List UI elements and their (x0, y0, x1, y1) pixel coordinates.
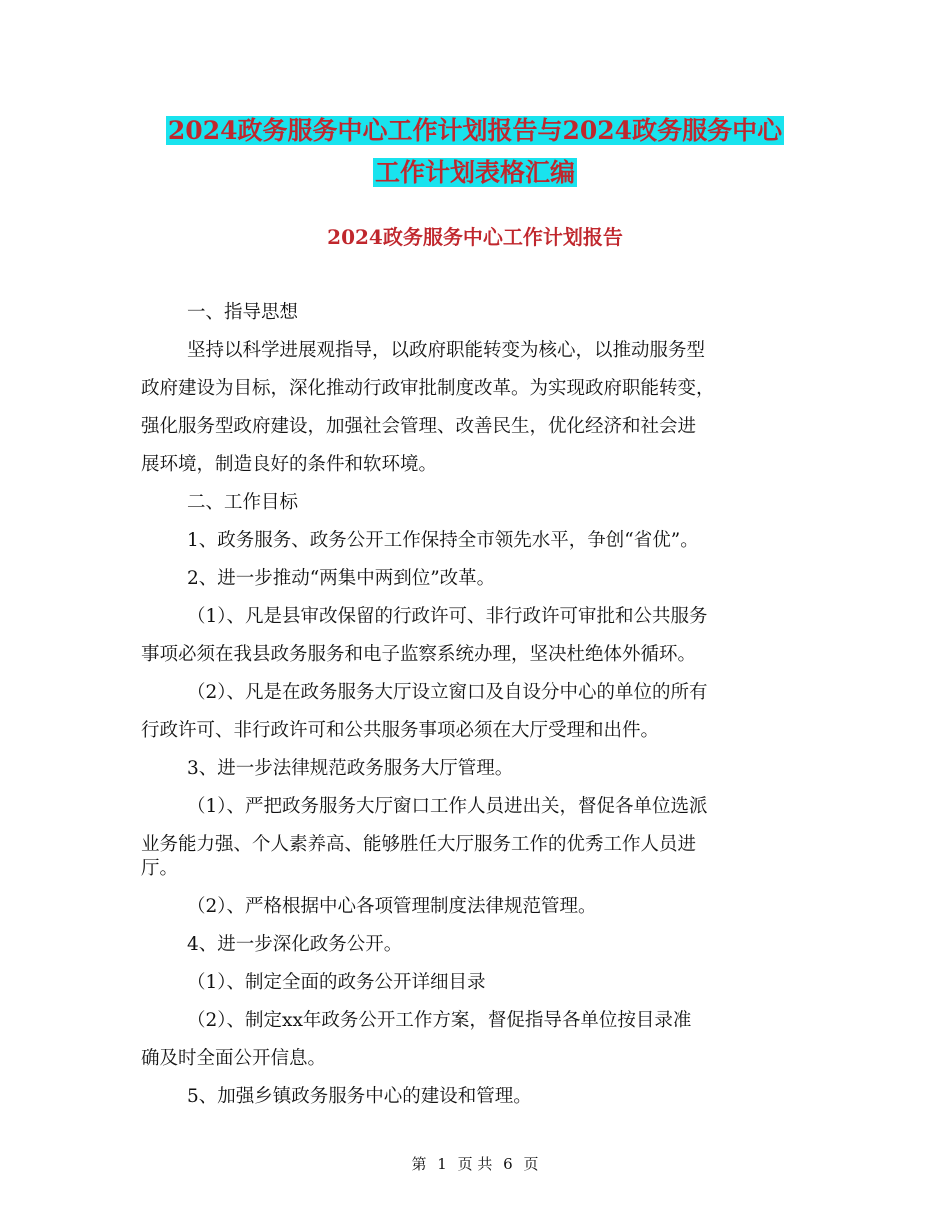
sub-list-item: （1）、凡是县审改保留的行政许可、非行政许可审批和公共服务 (187, 606, 708, 627)
paragraph-line: 业务能力强、个人素养高、能够胜任大厅服务工作的优秀工作人员进 (141, 834, 697, 855)
document-title-line-2 (0, 154, 950, 192)
section-title: 2024政务服务中心工作计划报告 (327, 225, 623, 249)
heading-guiding-thought: 一、指导思想 (187, 302, 299, 323)
title-highlight-1: 2024政务服务中心工作计划报告与2024政务服务中心 (167, 116, 783, 145)
list-item: 5、加强乡镇政务服务中心的建设和管理。 (187, 1086, 532, 1107)
paragraph-line: 行政许可、非行政许可和公共服务事项必须在大厅受理和出件。 (141, 720, 660, 741)
heading-work-goals: 二、工作目标 (187, 492, 299, 513)
current-page-number: 1 (437, 1155, 447, 1173)
list-item: 3、进一步法律规范政务服务大厅管理。 (187, 758, 514, 779)
list-item: 2、进一步推动“两集中两到位”改革。 (187, 568, 496, 589)
footer-middle: 页 共 (457, 1155, 493, 1173)
paragraph-line: 确及时全面公开信息。 (141, 1048, 327, 1069)
paragraph-line: 坚持以科学进展观指导，以政府职能转变为核心，以推动服务型 (187, 340, 706, 361)
paragraph-line: 强化服务型政府建设，加强社会管理、改善民生，优化经济和社会进 (141, 416, 697, 437)
title-highlight-2: 工作计划表格汇编 (374, 158, 575, 187)
paragraph-line: 展环境，制造良好的条件和软环境。 (141, 454, 438, 475)
list-item: 4、进一步深化政务公开。 (187, 934, 403, 955)
list-item: 1、政务服务、政务公开工作保持全市领先水平，争创“省优”。 (187, 530, 699, 551)
sub-list-item: （1）、制定全面的政务公开详细目录 (187, 972, 486, 993)
paragraph-line: 厅。 (141, 858, 179, 879)
page-footer (0, 1153, 950, 1175)
sub-list-item: （2）、制定xx年政务公开工作方案，督促指导各单位按目录准 (187, 1010, 692, 1031)
footer-suffix: 页 (523, 1155, 539, 1173)
paragraph-line: 政府建设为目标，深化推动行政审批制度改革。为实现政府职能转变， (141, 378, 715, 399)
sub-list-item: （2）、严格根据中心各项管理制度法律规范管理。 (187, 896, 597, 917)
paragraph-line: 事项必须在我县政务服务和电子监察系统办理，坚决杜绝体外循环。 (141, 644, 697, 665)
sub-list-item: （1）、严把政务服务大厅窗口工作人员进出关，督促各单位选派 (187, 796, 708, 817)
total-pages: 6 (503, 1155, 513, 1173)
document-title-line-1 (0, 112, 950, 150)
sub-list-item: （2）、凡是在政务服务大厅设立窗口及自设分中心的单位的所有 (187, 682, 708, 703)
footer-prefix: 第 (411, 1155, 427, 1173)
